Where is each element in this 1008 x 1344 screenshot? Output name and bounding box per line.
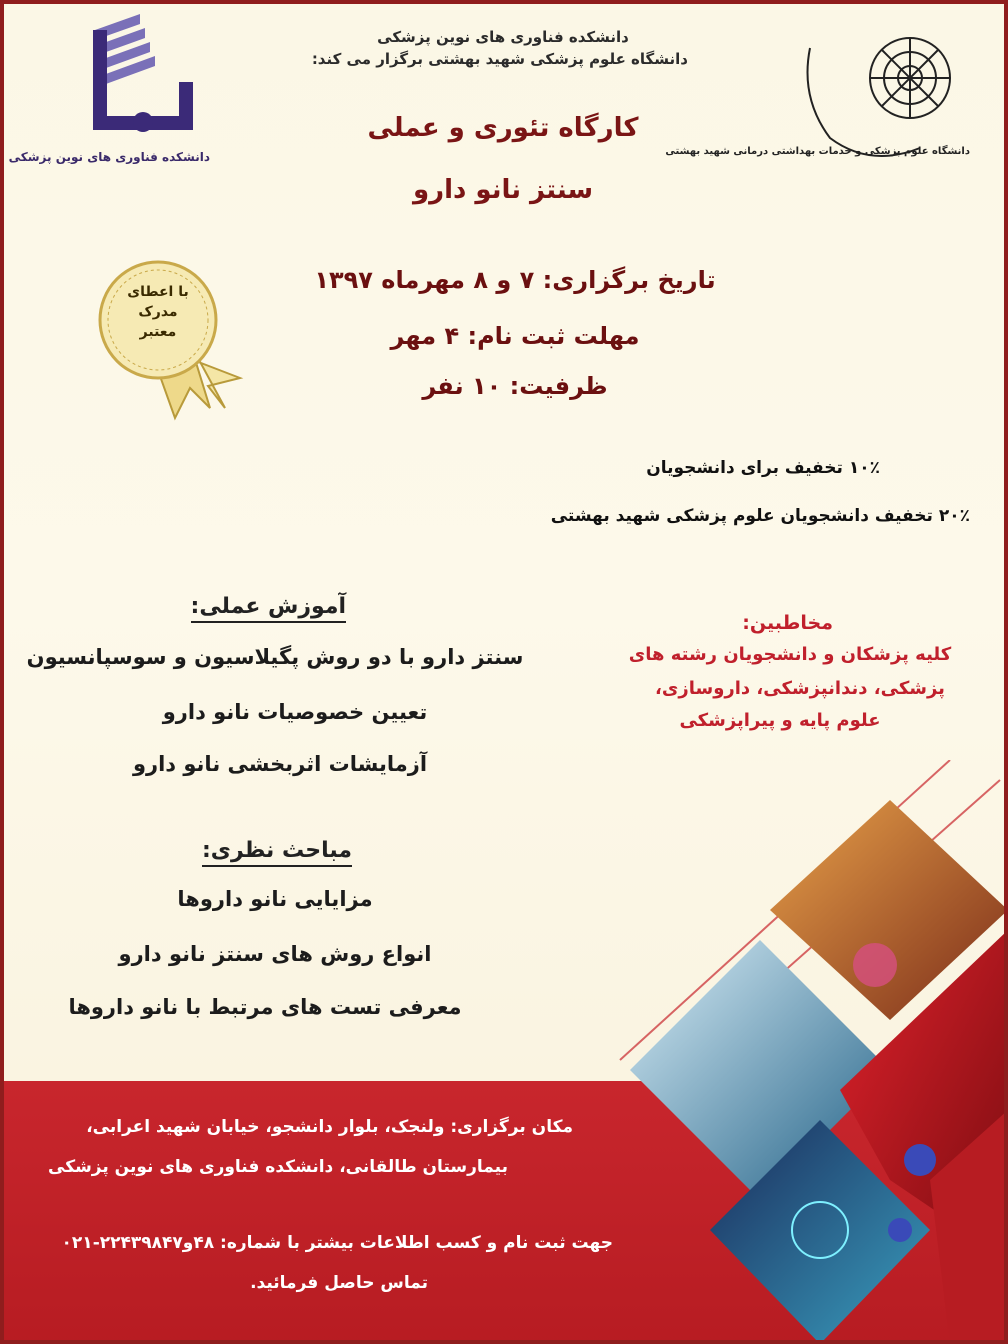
header-university: دانشگاه علوم پزشکی شهید بهشتی برگزار می کند:	[311, 50, 688, 68]
venue-line1: مکان برگزاری: ولنجک، بلوار دانشجو، خیابان شهید اعرابی،	[86, 1117, 573, 1137]
title-workshop: کارگاه تئوری و عملی	[367, 113, 639, 143]
header-faculty: دانشکده فناوری های نوین پزشکی	[377, 28, 629, 46]
contact-line1: جهت ثبت نام و کسب اطلاعات بیشتر با شماره: ۴۸و۲۲۴۳۹۸۴۷-۰۲۱	[61, 1233, 613, 1253]
title-topic: سنتز نانو دارو	[412, 175, 594, 205]
certificate-badge	[80, 258, 250, 438]
registration-deadline: مهلت ثبت نام: ۴ مهر	[390, 322, 640, 350]
collage-image-icon	[590, 760, 1008, 1344]
university-logo-caption: دانشگاه علوم پزشکی و خدمات بهداشتی درمانی شهید بهشتی	[665, 146, 970, 157]
audience-line: پزشکی، دندانپزشکی، داروسازی،	[655, 678, 945, 699]
theory-item: مزایایی نانو داروها	[177, 887, 373, 911]
audience-line: علوم پایه و پیراپزشکی	[679, 710, 881, 731]
practical-item: تعیین خصوصیات نانو دارو	[162, 700, 428, 724]
audience-title: مخاطبین:	[742, 612, 833, 634]
badge-line2: مدرک	[138, 304, 178, 320]
faculty-logo-caption: دانشکده فناوری های نوین پزشکی	[8, 150, 210, 164]
badge-line3: معتبر	[139, 324, 177, 340]
venue-line2: بیمارستان طالقانی، دانشکده فناوری های نوین پزشکی	[48, 1157, 508, 1177]
capacity: ظرفیت: ۱۰ نفر	[422, 372, 608, 400]
university-logo	[665, 18, 970, 168]
practical-section	[191, 594, 346, 623]
faculty-logo	[8, 12, 210, 190]
discount-sbmu-students: ۲۰٪ تخفیف دانشجویان علوم پزشکی شهید بهشتی	[550, 506, 970, 526]
contact-line2: تماس حاصل فرمائید.	[250, 1273, 428, 1293]
theory-item: معرفی تست های مرتبط با نانو داروها	[68, 995, 462, 1019]
event-date: تاریخ برگزاری: ۷ و ۸ مهرماه ۱۳۹۷	[314, 266, 716, 294]
practical-item: آزمایشات اثربخشی نانو دارو	[132, 752, 428, 776]
audience-line: کلیه پزشکان و دانشجویان رشته های	[628, 644, 952, 665]
practical-item: سنتز دارو با دو روش پگیلاسیون و سوسپانسیون	[26, 645, 524, 669]
discount-students: ۱۰٪ تخفیف برای دانشجویان	[646, 458, 880, 478]
theory-title: مباحث نظری:	[202, 838, 352, 867]
practical-title: آموزش عملی:	[191, 594, 346, 623]
science-collage	[590, 760, 1008, 1344]
badge-line1: با اعطای	[127, 284, 189, 300]
theory-section	[202, 838, 352, 867]
theory-item: انواع روش های سنتز نانو دارو	[118, 942, 432, 966]
